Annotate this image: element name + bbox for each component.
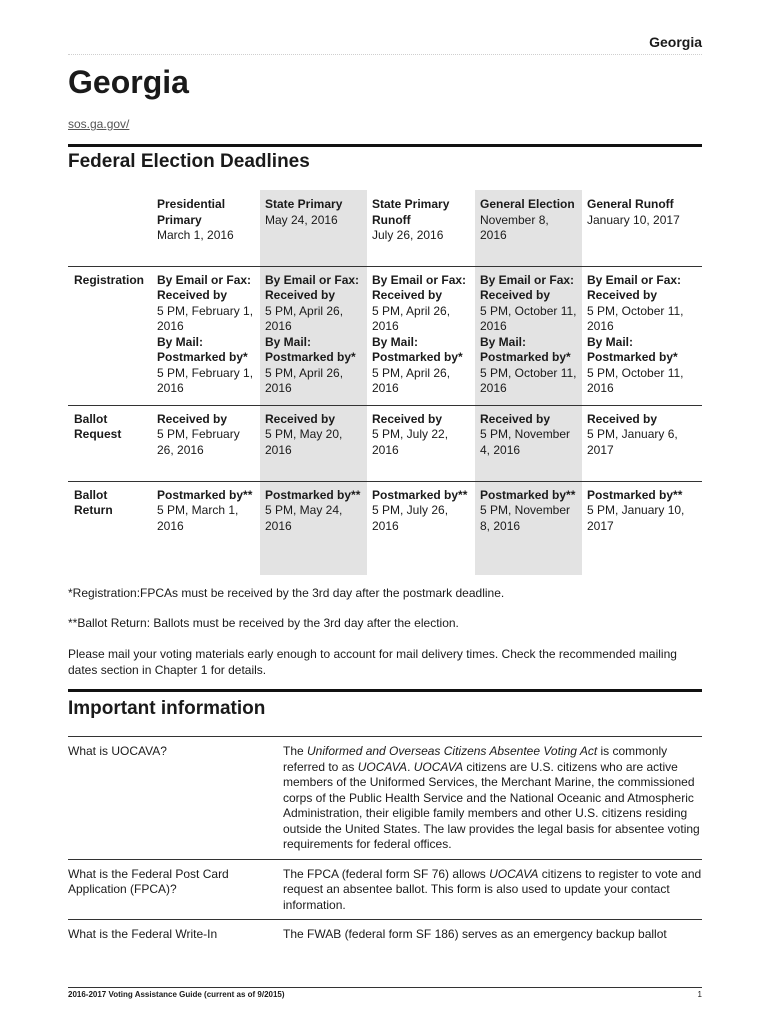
row-label: Ballot Request (68, 405, 152, 481)
table-cell: Received by 5 PM, January 6, 2017 (582, 405, 702, 481)
ballot-return-footnote: **Ballot Return: Ballots must be received by the 3rd day after the election. (68, 616, 459, 630)
table-cell: Postmarked by** 5 PM, July 26, 2016 (367, 481, 475, 575)
section-divider (68, 689, 702, 692)
row-label: Registration (68, 266, 152, 405)
info-question: What is UOCAVA? (68, 737, 283, 860)
table-cell: Received by 5 PM, May 20, 2016 (260, 405, 367, 481)
table-row (68, 266, 702, 405)
table-cell: Postmarked by** 5 PM, January 10, 2017 (582, 481, 702, 575)
table-cell: By Email or Fax: Received by 5 PM, October 11, 2016 By Mail: Postmarked by* 5 PM, October 11, 2016 (582, 266, 702, 405)
column-header: State Primary May 24, 2016 (260, 190, 367, 266)
table-corner (68, 190, 152, 266)
table-header-row (68, 190, 702, 266)
table-row (68, 859, 702, 920)
info-question: What is the Federal Write-In (68, 920, 283, 949)
row-label: Ballot Return (68, 481, 152, 575)
info-section-title: Important information (68, 698, 266, 719)
deadlines-section-title: Federal Election Deadlines (68, 151, 310, 172)
info-table (68, 736, 702, 949)
info-question: What is the Federal Post Card Application (FPCA)? (68, 859, 283, 920)
table-cell: Postmarked by** 5 PM, November 8, 2016 (475, 481, 582, 575)
deadlines-table (68, 190, 702, 575)
table-cell: Postmarked by** 5 PM, May 24, 2016 (260, 481, 367, 575)
info-answer: The FWAB (federal form SF 186) serves as an emergency backup ballot (283, 920, 702, 949)
column-header: Presidential Primary March 1, 2016 (157, 197, 234, 242)
info-answer: The FPCA (federal form SF 76) allows UOCAVA citizens to register to vote and request an absentee ballot. This form is also used to update your contact information. (283, 859, 702, 920)
table-row (68, 737, 702, 860)
page-number: 1 (697, 990, 702, 999)
mail-advice-note: Please mail your voting materials early enough to account for mail delivery times. Check the recommended mailing dates section in Chapter 1 for details. (68, 647, 677, 677)
website-link[interactable]: sos.ga.gov/ (68, 117, 130, 131)
table-row (68, 405, 702, 481)
table-cell: Postmarked by** 5 PM, March 1, 2016 (152, 481, 260, 575)
column-header: State Primary Runoff July 26, 2016 (372, 197, 450, 242)
registration-footnote: *Registration:FPCAs must be received by the 3rd day after the postmark deadline. (68, 586, 505, 600)
column-header: General Runoff January 10, 2017 (587, 197, 680, 227)
table-cell: Received by 5 PM, February 26, 2016 (152, 405, 260, 481)
table-cell: Received by 5 PM, July 22, 2016 (367, 405, 475, 481)
column-header: General Election November 8, 2016 (475, 190, 582, 266)
table-cell: By Email or Fax: Received by 5 PM, February 1, 2016 By Mail: Postmarked by* 5 PM, February 1, 2016 (152, 266, 260, 405)
table-cell: By Email or Fax: Received by 5 PM, April 26, 2016 By Mail: Postmarked by* 5 PM, April 26, 2016 (367, 266, 475, 405)
table-row (68, 920, 702, 949)
table-cell: By Email or Fax: Received by 5 PM, October 11, 2016 By Mail: Postmarked by* 5 PM, October 11, 2016 (475, 266, 582, 405)
footer-divider (68, 987, 702, 988)
running-head: Georgia (649, 34, 702, 50)
table-cell: By Email or Fax: Received by 5 PM, April 26, 2016 By Mail: Postmarked by* 5 PM, April 26, 2016 (260, 266, 367, 405)
page-title: Georgia (68, 64, 189, 100)
header-divider (68, 54, 702, 55)
footer-guide-title: 2016-2017 Voting Assistance Guide (current as of 9/2015) (68, 990, 285, 999)
info-answer: The Uniformed and Overseas Citizens Absentee Voting Act is commonly referred to as UOCAVA. UOCAVA citizens are U.S. citizens who are active members of the Uniformed Services, the Merchant Marine, the commissioned corps of the Public Health Service and the National Oceanic and Atmospheric Administration, their eligible family members and other U.S. citizens residing outside the United States. The law provides the legal basis for absentee voting requirements for federal offices. (283, 737, 702, 860)
table-row (68, 481, 702, 575)
table-cell: Received by 5 PM, November 4, 2016 (475, 405, 582, 481)
section-divider (68, 144, 702, 147)
